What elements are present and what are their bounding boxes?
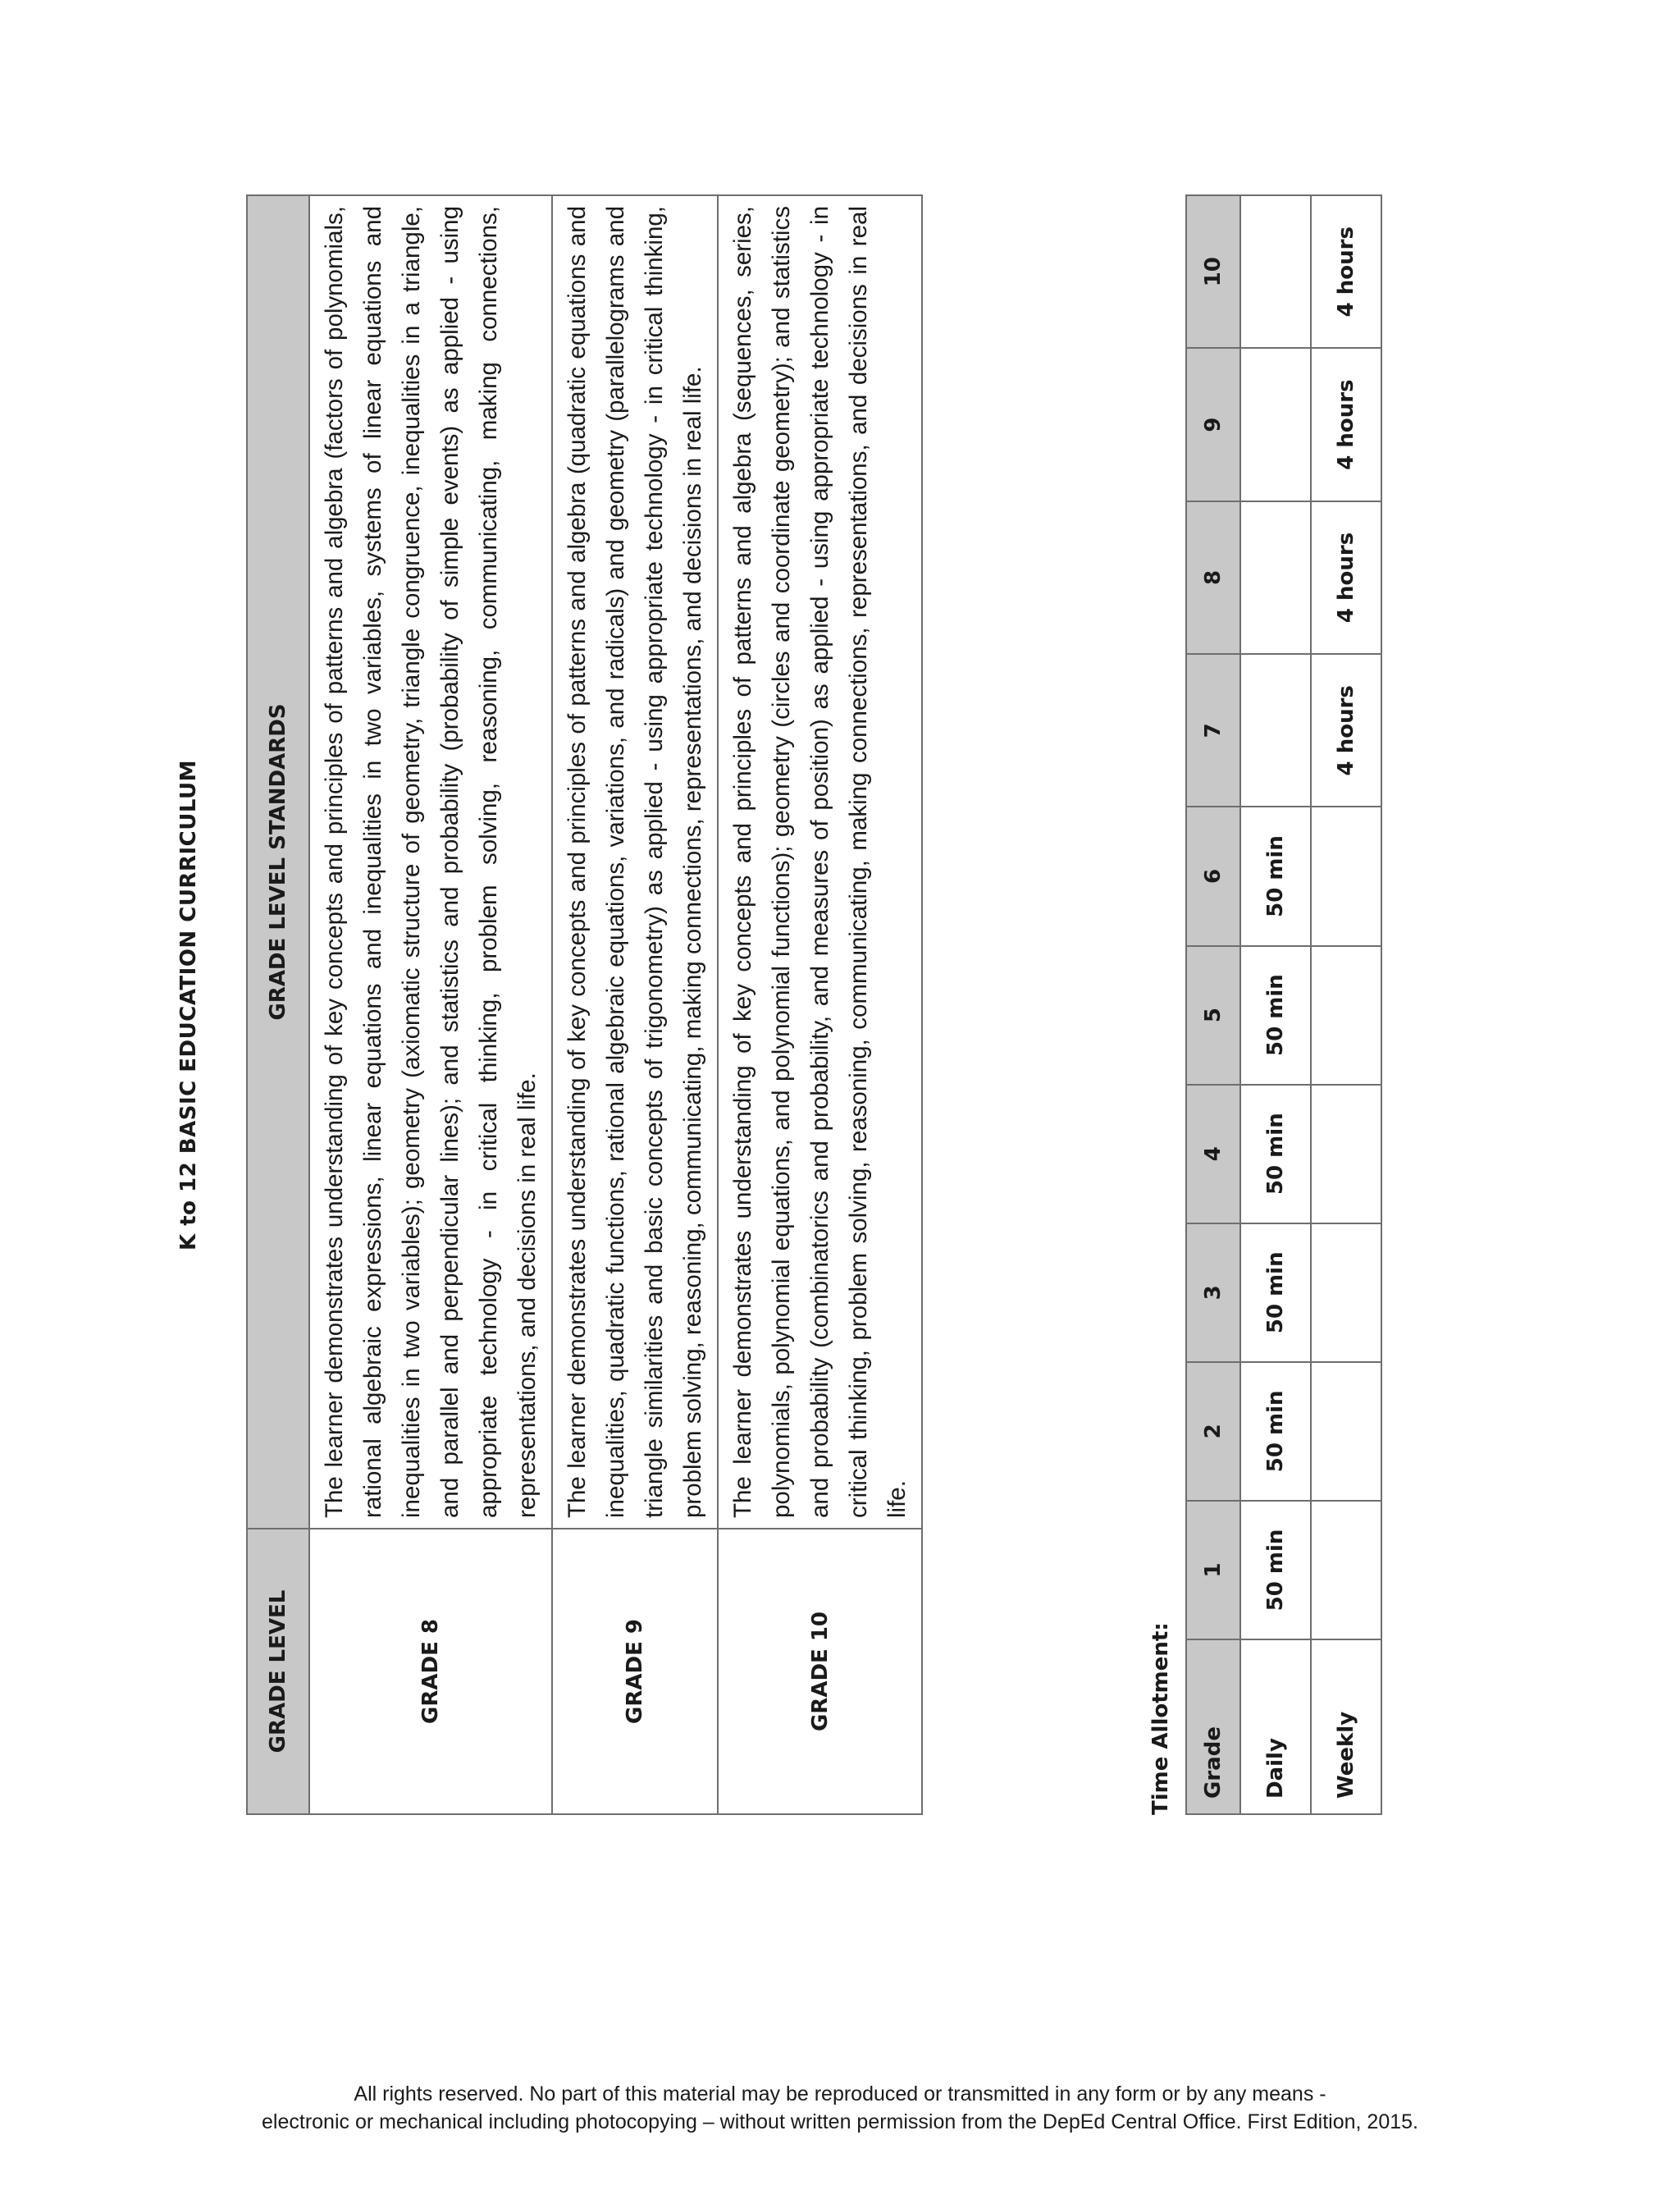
- daily-cell: 50 min: [1240, 807, 1311, 945]
- table-row: [718, 195, 922, 1814]
- grade-number: 4: [1186, 1085, 1240, 1223]
- standard-cell: The learner demonstrates understanding of key concepts and principles of patterns and algebra (factors of polynomials, rational algebraic expressions, linear equations and inequalities in two variables, systems of linear equations and inequalities in two variables); geometry (axiomatic structure of geometry, triangle congruence, inequalities in a triangle, and parallel and perpendicular lines); and statistics and probability (probability of simple events) as applied - using appropriate technology - in critical thinking, problem solving, reasoning, communicating, making connections, representations, and decisions in real life.: [309, 195, 552, 1529]
- grade-number: 7: [1186, 654, 1240, 807]
- grade-number: 9: [1186, 348, 1240, 501]
- weekly-cell: 4 hours: [1311, 348, 1381, 501]
- daily-row-label: Daily: [1240, 1639, 1311, 1814]
- weekly-cell: [1311, 946, 1381, 1085]
- header-grade-level-standards: GRADE LEVEL STANDARDS: [247, 195, 309, 1529]
- daily-cell: [1240, 348, 1311, 501]
- table-row: [309, 195, 552, 1814]
- time-allotment-label: Time Allotment:: [1148, 1622, 1173, 1815]
- weekly-cell: 4 hours: [1311, 195, 1381, 348]
- header-grade-level: GRADE LEVEL: [247, 1529, 309, 1814]
- weekly-cell: [1311, 1501, 1381, 1639]
- daily-cell: [1240, 654, 1311, 807]
- weekly-cell: [1311, 1362, 1381, 1501]
- grade-cell: GRADE 9: [552, 1529, 718, 1814]
- weekly-cell: 4 hours: [1311, 501, 1381, 654]
- weekly-cell: [1311, 1223, 1381, 1362]
- daily-row: [1240, 195, 1311, 1814]
- document-title: K to 12 BASIC EDUCATION CURRICULUM: [176, 760, 201, 1250]
- copyright-footer: [0, 2080, 1680, 2136]
- table-row: [552, 195, 718, 1814]
- weekly-cell: 4 hours: [1311, 654, 1381, 807]
- grade-header-row: [1186, 195, 1240, 1814]
- daily-cell: [1240, 195, 1311, 348]
- daily-cell: 50 min: [1240, 946, 1311, 1085]
- rotated-page-content: [164, 164, 1358, 1846]
- standard-cell: The learner demonstrates understanding of key concepts and principles of patterns and algebra (quadratic equations and inequalities, quadratic functions, rational algebraic equations, variations, and radicals) and geometry (parallelograms and triangle similarities and basic concepts of trigonometry) as applied - using appropriate technology - in critical thinking, problem solving, reasoning, communicating, making connections, representations, and decisions in real life.: [552, 195, 718, 1529]
- daily-cell: 50 min: [1240, 1223, 1311, 1362]
- grade-number: 6: [1186, 807, 1240, 945]
- daily-cell: 50 min: [1240, 1085, 1311, 1223]
- weekly-row-label: Weekly: [1311, 1639, 1381, 1814]
- weekly-row: [1311, 195, 1381, 1814]
- grade-cell: GRADE 8: [309, 1529, 552, 1814]
- weekly-cell: [1311, 807, 1381, 945]
- footer-line-1: All rights reserved. No part of this material may be reproduced or transmitted in any form or by any means -: [354, 2083, 1326, 2105]
- footer-line-2: electronic or mechanical including photocopying – without written permission from the DepEd Central Office. First Edition, 2015.: [262, 2110, 1418, 2133]
- grade-number: 8: [1186, 501, 1240, 654]
- grade-row-label: Grade: [1186, 1639, 1240, 1814]
- grade-number: 5: [1186, 946, 1240, 1085]
- grade-number: 10: [1186, 195, 1240, 348]
- grade-number: 1: [1186, 1501, 1240, 1639]
- daily-cell: 50 min: [1240, 1501, 1311, 1639]
- grade-level-standards-table: [246, 194, 923, 1815]
- grade-number: 2: [1186, 1362, 1240, 1501]
- standard-cell: The learner demonstrates understanding of key concepts and principles of patterns and algebra (sequences, series, polynomials, polynomial equations, and polynomial functions); geometry (circles and coordinate geometry); and statistics and probability (combinatorics and probability, and measures of position) as applied - using appropriate technology - in critical thinking, problem solving, reasoning, communicating, making connections, representations, and decisions in real life.: [718, 195, 922, 1529]
- time-allotment-table: [1185, 194, 1382, 1815]
- grade-number: 3: [1186, 1223, 1240, 1362]
- weekly-cell: [1311, 1085, 1381, 1223]
- daily-cell: 50 min: [1240, 1362, 1311, 1501]
- grade-cell: GRADE 10: [718, 1529, 922, 1814]
- daily-cell: [1240, 501, 1311, 654]
